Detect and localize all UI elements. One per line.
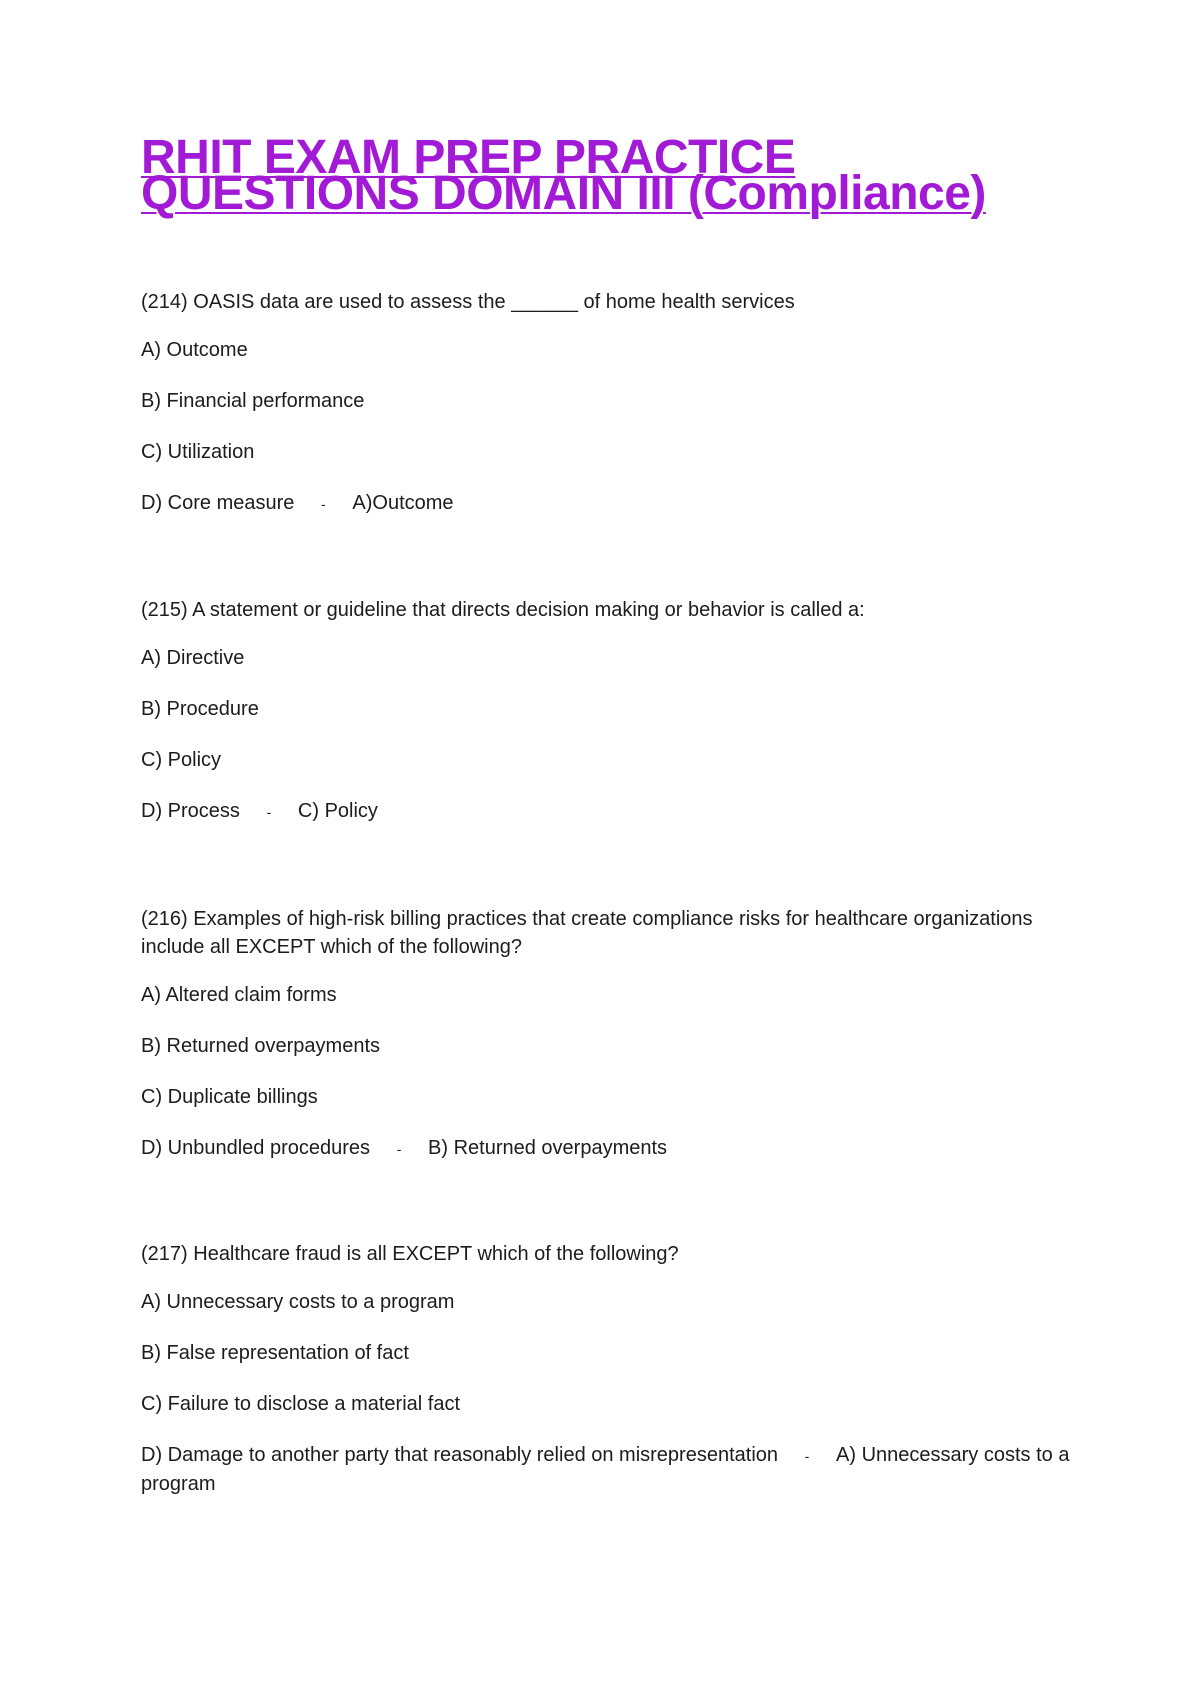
option-d-with-answer [141,797,1071,826]
option-b: B) Procedure [141,698,259,720]
option-a: A) Directive [141,647,245,669]
option-c: C) Utilization [141,441,255,463]
answer: A) Unnecessary costs to a program [141,1444,1076,1495]
question-text: (215) A statement or guideline that directs decision making or behavior is called a: [141,599,865,621]
answer-separator: - [804,1448,810,1464]
option-c: C) Failure to disclose a material fact [141,1393,461,1415]
option-b: B) Returned overpayments [141,1035,381,1057]
document-title: RHIT EXAM PREP PRACTICE QUESTIONS DOMAIN III (Compliance) [141,131,986,220]
option-d: D) Damage to another party that reasonably relied on misrepresentation [141,1444,779,1466]
question-217 [141,1240,1076,1498]
option-a: A) Unnecessary costs to a program [141,1291,455,1313]
answer-separator: - [321,496,326,512]
option-d: D) Unbundled procedures [141,1137,371,1159]
answer: C) Policy [297,800,378,822]
option-a: A) Outcome [141,339,248,361]
answer: A)Outcome [352,492,454,514]
option-b: B) False representation of fact [141,1342,409,1364]
option-a: A) Altered claim forms [141,984,337,1006]
option-c: C) Policy [141,749,222,771]
answer-separator: - [396,1141,402,1157]
option-d-with-answer [141,1441,1076,1498]
question-215 [141,596,1071,826]
option-b: B) Financial performance [141,390,365,412]
answer-separator: - [266,804,272,820]
option-d-with-answer [141,1134,1071,1163]
answer: B) Returned overpayments [428,1137,668,1159]
question-text: (217) Healthcare fraud is all EXCEPT which of the following? [141,1243,679,1265]
question-216 [141,905,1071,1163]
question-214 [141,288,1071,518]
option-c: C) Duplicate billings [141,1086,318,1108]
question-text: (214) OASIS data are used to assess the ______ of home health services [141,291,795,313]
option-d: D) Core measure [141,492,295,514]
option-d: D) Process [141,800,240,822]
question-text: (216) Examples of high-risk billing practices that create compliance risks for healthcare organizations include all EXCEPT which of the following? [141,908,1039,958]
option-d-with-answer [141,489,1071,518]
